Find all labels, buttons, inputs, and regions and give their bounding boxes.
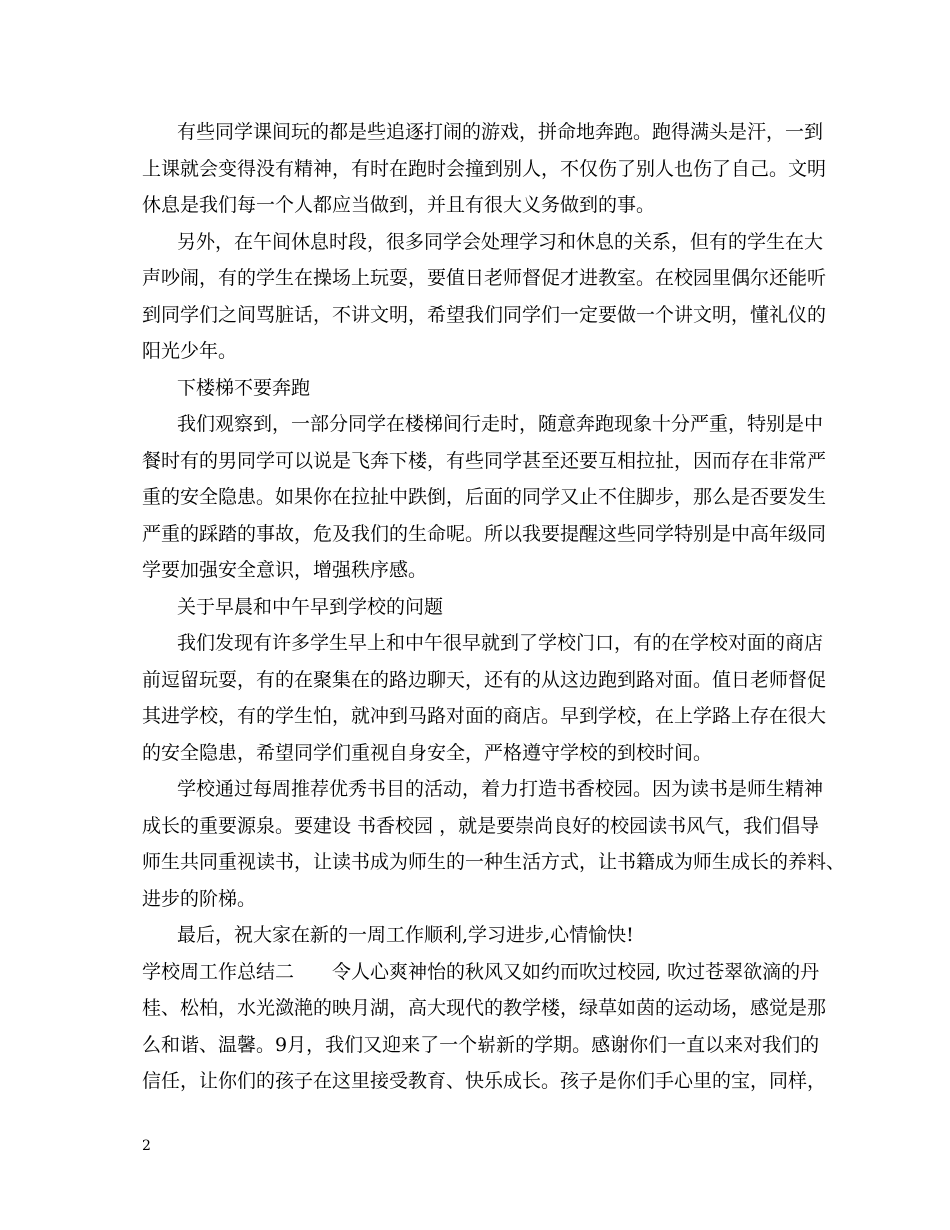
text-line: 学校周工作总结二 令人心爽神怡的秋风又如约而吹过校园, 吹过苍翠欲滴的丹 — [142, 961, 820, 983]
text-line: 声吵闹，有的学生在操场上玩耍，要值日老师督促才进教室。在校园里偶尔还能听 — [142, 267, 827, 289]
text-line: 成长的重要源泉。要建设 书香校园 ，就是要崇尚良好的校园读书风气，我们倡导 — [142, 815, 820, 837]
text-line: 有些同学课间玩的都是些追逐打闹的游戏，拼命地奔跑。跑得满头是汗，一到 — [177, 121, 824, 143]
text-line: 其进学校，有的学生怕，就冲到马路对面的商店。早到学校，在上学路上存在很大 — [142, 705, 827, 727]
text-line: 前逗留玩耍，有的在聚集在的路边聊天，还有的从这边跑到路对面。值日老师督促 — [142, 669, 827, 691]
text-line: 师生共同重视读书，让读书成为师生的一种生活方式，让书籍成为师生成长的养料、 — [142, 851, 846, 873]
text-line: 上课就会变得没有精神，有时在跑时会撞到别人，不仅伤了别人也伤了自己。文明 — [142, 158, 827, 180]
text-line: 进步的阶梯。 — [142, 888, 257, 910]
text-line: 严重的踩踏的事故，危及我们的生命呢。所以我要提醒这些同学特别是中高年级同 — [142, 523, 827, 545]
text-line: 信任，让你们的孩子在这里接受教育、快乐成长。孩子是你们手心里的宝，同样， — [142, 1070, 827, 1092]
text-line: 我们发现有许多学生早上和中午很早就到了学校门口，有的在学校对面的商店 — [177, 632, 824, 654]
page-number: 2 — [142, 1138, 151, 1154]
text-line: 另外，在午间休息时段，很多同学会处理学习和休息的关系，但有的学生在大 — [177, 231, 824, 253]
text-line: 桂、松柏，水光潋滟的映月湖，高大现代的教学楼，绿草如茵的运动场，感觉是那 — [142, 997, 827, 1019]
text-line: 学要加强安全意识，增强秩序感。 — [142, 559, 428, 581]
section-heading: 下楼梯不要奔跑 — [177, 377, 311, 399]
text-line: 最后，祝大家在新的一周工作顺利,学习进步,心情愉快! — [177, 924, 634, 946]
text-line: 么和谐、温馨。9月，我们又迎来了一个崭新的学期。感谢你们一直以来对我们的 — [142, 1034, 820, 1056]
text-line: 阳光少年。 — [142, 340, 238, 362]
text-line: 重的安全隐患。如果你在拉扯中跌倒，后面的同学又止不住脚步，那么是否要发生 — [142, 486, 827, 508]
text-line: 到同学们之间骂脏话，不讲文明，希望我们同学们一定要做一个讲文明，懂礼仪的 — [142, 304, 827, 326]
text-line: 的安全隐患，希望同学们重视自身安全，严格遵守学校的到校时间。 — [142, 742, 713, 764]
section-heading: 关于早晨和中午早到学校的问题 — [177, 596, 444, 618]
text-line: 休息是我们每一个人都应当做到，并且有很大义务做到的事。 — [142, 194, 656, 216]
text-line: 学校通过每周推荐优秀书目的活动，着力打造书香校园。因为读书是师生精神 — [177, 778, 824, 800]
text-line: 我们观察到，一部分同学在楼梯间行走时，随意奔跑现象十分严重，特别是中 — [177, 413, 824, 435]
text-line: 餐时有的男同学可以说是飞奔下楼，有些同学甚至还要互相拉扯，因而存在非常严 — [142, 450, 827, 472]
